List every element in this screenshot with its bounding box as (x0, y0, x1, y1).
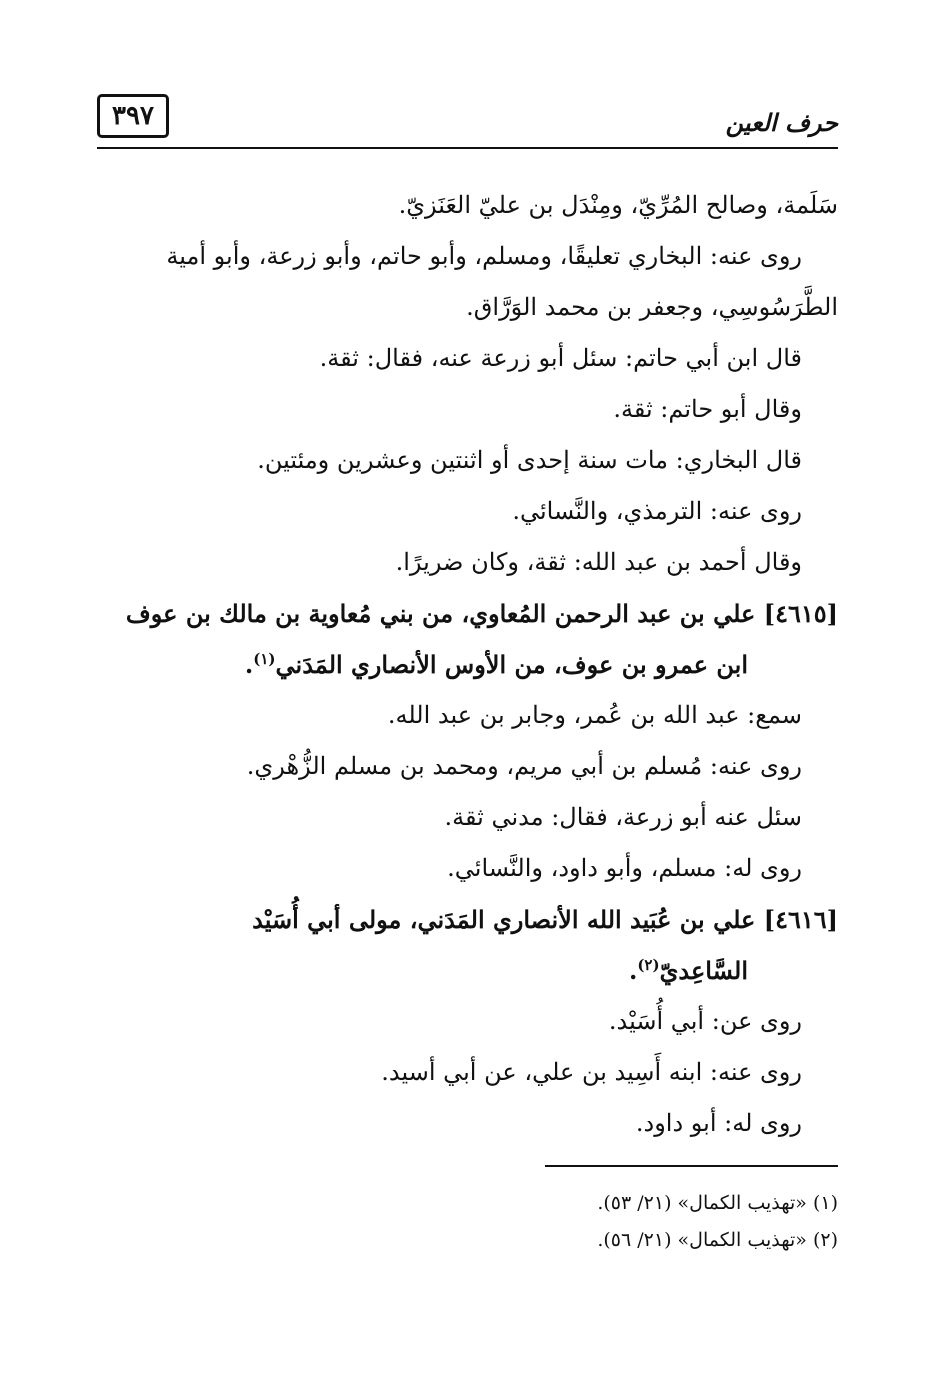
entry-number: [٤٦١٦] (763, 905, 838, 934)
entry-number: [٤٦١٥] (763, 599, 838, 628)
running-title: حرف العين (725, 108, 838, 137)
text-line: روى عن: أبي أُسَيْد. (608, 1007, 802, 1035)
text-line: روى له: أبو داود. (635, 1109, 802, 1137)
text-line: وقال أحمد بن عبد الله: ثقة، وكان ضريرًا. (395, 548, 802, 576)
text-line: وقال أبو حاتم: ثقة. (613, 395, 802, 423)
text-line: روى عنه: الترمذي، والنَّسائي. (512, 497, 802, 525)
entry-title-period: . (244, 650, 254, 679)
text-line: سئل عنه أبو زرعة، فقال: مدني ثقة. (444, 803, 802, 831)
footnote-ref: (٢) (637, 956, 660, 974)
text-line: روى عنه: البخاري تعليقًا، ومسلم، وأبو حاتم، وأبو زرعة، وأبو أمية (166, 242, 802, 270)
text-line: سمع: عبد الله بن عُمر، وجابر بن عبد الله. (387, 701, 802, 729)
text-line: روى له: مسلم، وأبو داود، والنَّسائي. (447, 854, 802, 882)
entry-title-period: . (628, 956, 638, 985)
header-rule (97, 147, 838, 149)
entry-title-cont: ابن عمرو بن عوف، من الأوس الأنصاري المَدَني (275, 650, 748, 679)
entry-heading-4616 (100, 894, 838, 945)
entry-title-cont: السَّاعِديّ (659, 956, 748, 985)
main-text (100, 180, 838, 1149)
entry-title: علي بن عُبَيد الله الأنصاري المَدَني، مولى أبي أُسَيْد (252, 905, 756, 934)
text-line: روى عنه: مُسلم بن أبي مريم، ومحمد بن مسلم الزُّهْري. (246, 752, 802, 780)
entry-title: علي بن عبد الرحمن المُعاوي، من بني مُعاوية بن مالك بن عوف (125, 599, 756, 628)
text-line: الطَّرَسُوسِي، وجعفر بن محمد الوَرَّاق. (466, 293, 838, 321)
footnote-ref: (١) (253, 650, 276, 668)
text-line: سَلَمة، وصالح المُرِّيّ، ومِنْدَل بن عليّ العَنَزيّ. (398, 191, 838, 219)
entry-heading-4615 (100, 588, 838, 639)
page-number: ٣٩٧ (97, 94, 169, 138)
footnote: (٢) «تهذيب الكمال» (٢١/ ٥٦). (597, 1229, 838, 1251)
entry-heading-continuation (100, 639, 838, 690)
text-line: روى عنه: ابنه أَسِيد بن علي، عن أبي أسيد. (381, 1058, 802, 1086)
entry-heading-continuation (100, 945, 838, 996)
footnotes (400, 1185, 838, 1259)
text-line: قال ابن أبي حاتم: سئل أبو زرعة عنه، فقال: ثقة. (319, 344, 802, 372)
footnote: (١) «تهذيب الكمال» (٢١/ ٥٣). (597, 1192, 838, 1214)
footnote-rule (545, 1165, 838, 1167)
text-line: قال البخاري: مات سنة إحدى أو اثنتين وعشرين ومئتين. (257, 446, 802, 474)
